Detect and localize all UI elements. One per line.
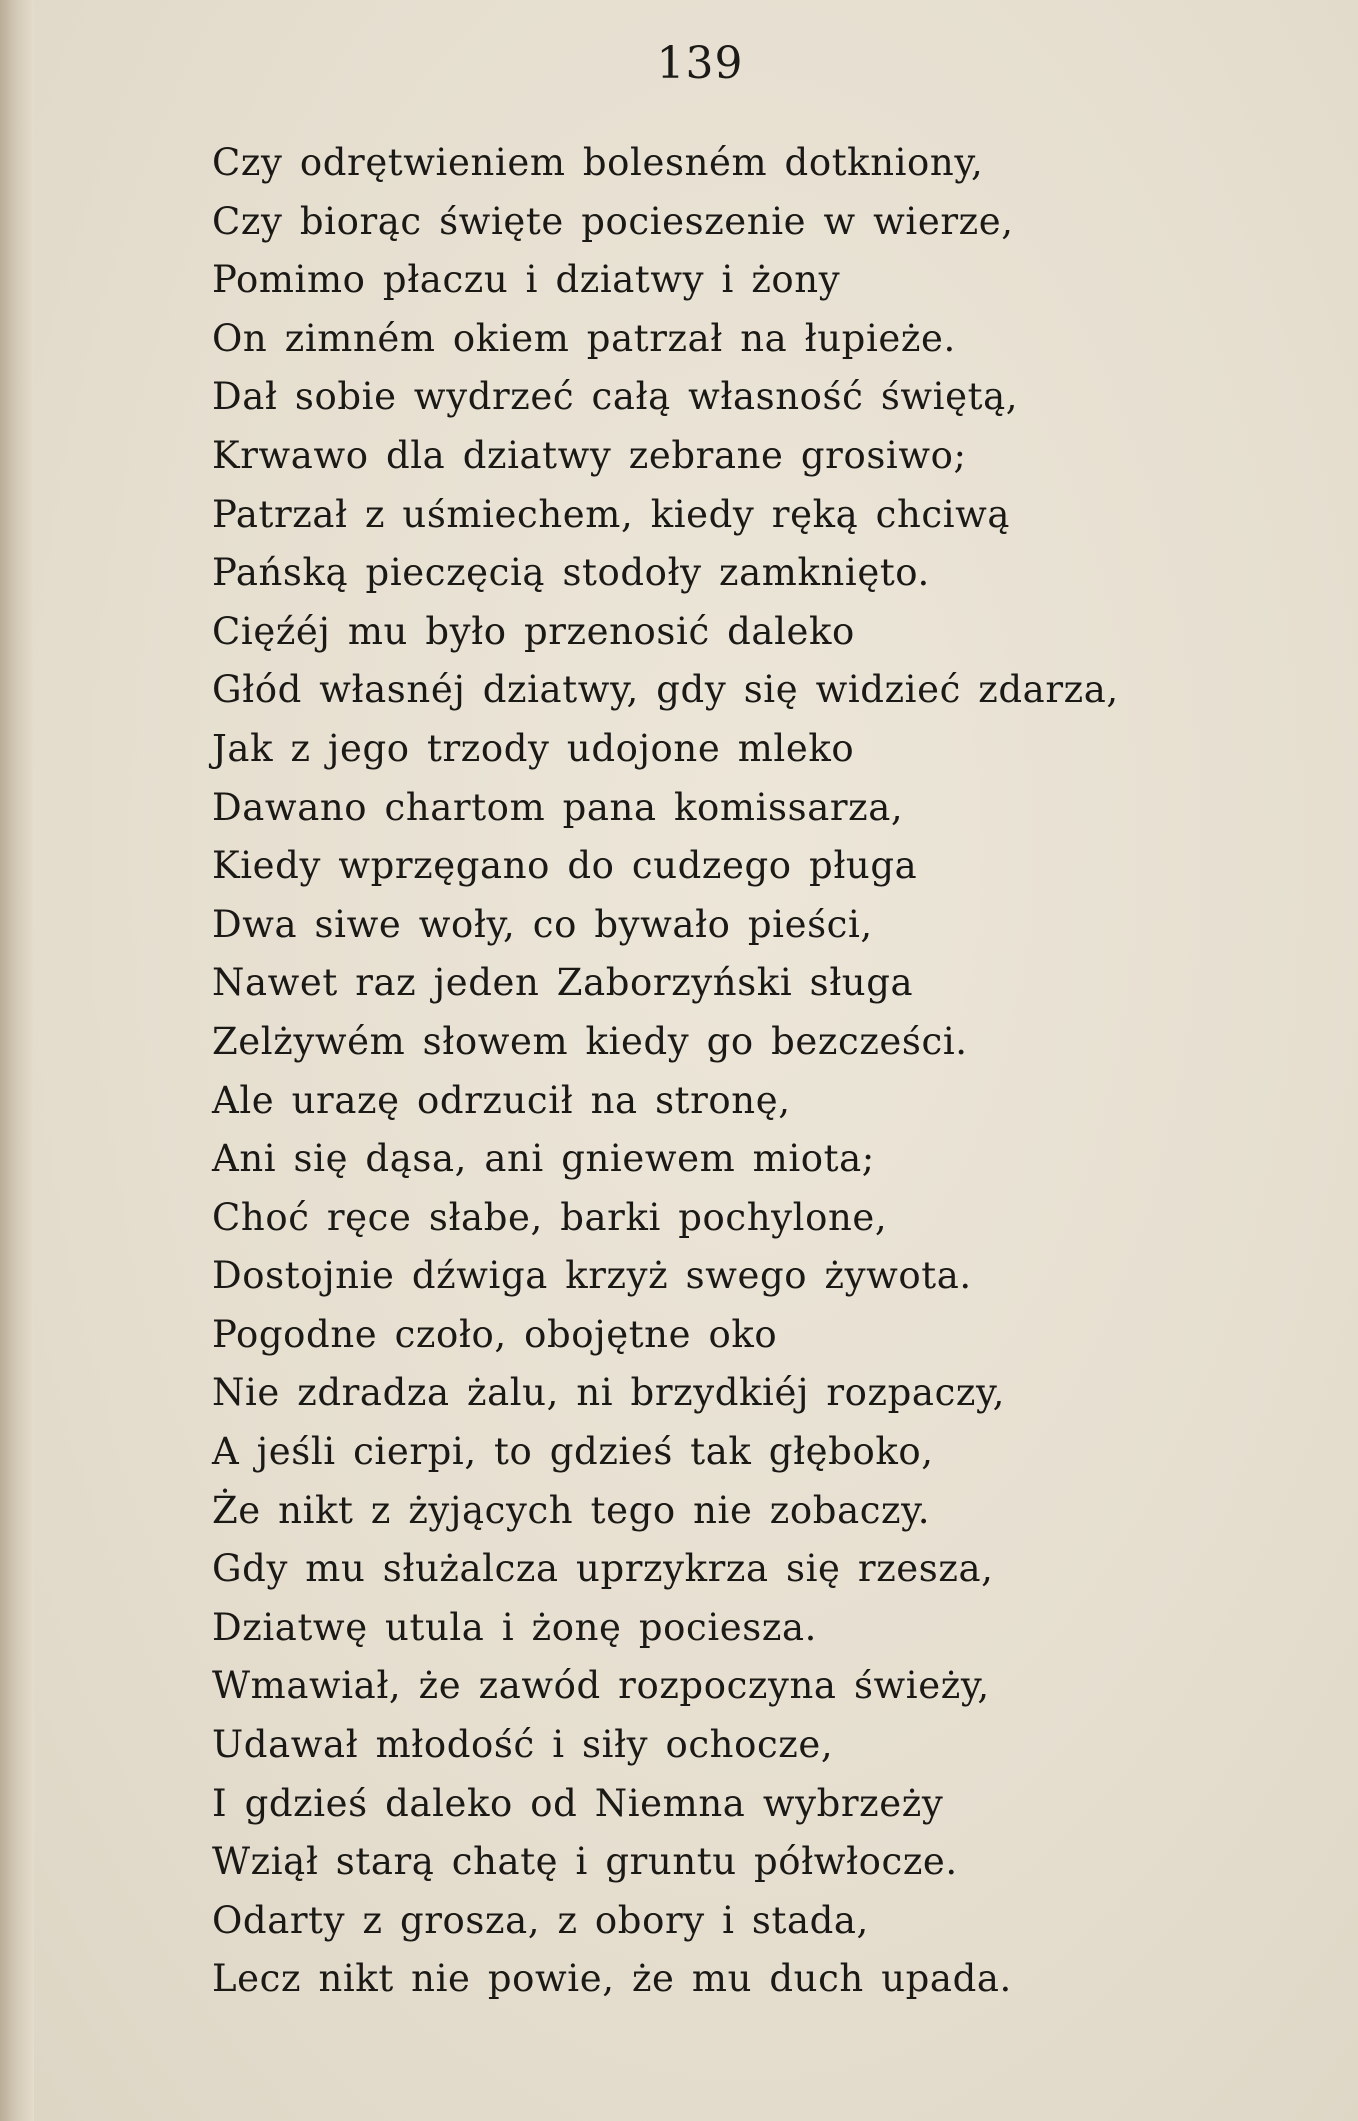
poem-line: Czy biorąc święte pocieszenie w wierze, bbox=[212, 199, 1014, 243]
poem-line: Choć ręce słabe, barki pochylone, bbox=[212, 1195, 888, 1239]
poem-line: I gdzieś daleko od Niemna wybrzeży bbox=[212, 1781, 944, 1825]
poem-line: Ale urazę odrzucił na stronę, bbox=[212, 1078, 791, 1122]
poem-line: Ani się dąsa, ani gniewem miota; bbox=[212, 1137, 875, 1181]
poem-line: A jeśli cierpi, to gdzieś tak głęboko, bbox=[212, 1430, 934, 1474]
poem-line: Pańską pieczęcią stodoły zamknięto. bbox=[212, 551, 930, 595]
page-gutter bbox=[0, 0, 34, 2121]
poem-line: Wziął starą chatę i gruntu półwłocze. bbox=[212, 1840, 958, 1884]
poem-line: Nie zdradza żalu, ni brzydkiéj rozpaczy, bbox=[212, 1371, 1005, 1415]
poem-line: Zelżywém słowem kiedy go bezcześci. bbox=[212, 1019, 968, 1063]
poem-line: Głód własnéj dziatwy, gdy się widzieć zdarza, bbox=[212, 668, 1119, 712]
poem-line: Cięźéj mu było przenosić daleko bbox=[212, 609, 855, 653]
poem-line: Jak z jego trzody udojone mleko bbox=[212, 726, 855, 770]
page-number: 139 bbox=[656, 38, 744, 89]
poem-line: Udawał młodość i siły ochocze, bbox=[212, 1723, 834, 1767]
poem-line: Krwawo dla dziatwy zebrane grosiwo; bbox=[212, 433, 967, 477]
poem-line: Lecz nikt nie powie, że mu duch upada. bbox=[212, 1957, 1012, 2001]
poem-line: Pomimo płaczu i dziatwy i żony bbox=[212, 258, 841, 302]
poem-line: Pogodne czoło, obojętne oko bbox=[212, 1312, 778, 1356]
poem-line: Dziatwę utula i żonę pociesza. bbox=[212, 1605, 817, 1649]
poem-line: Dawano chartom pana komissarza, bbox=[212, 785, 904, 829]
poem-line: Dostojnie dźwiga krzyż swego żywota. bbox=[212, 1254, 972, 1298]
poem-line: Nawet raz jeden Zaborzyński sługa bbox=[212, 961, 914, 1005]
poem-line: Gdy mu służalcza uprzykrza się rzesza, bbox=[212, 1547, 994, 1591]
poem-line: Odarty z grosza, z obory i stada, bbox=[212, 1898, 869, 1942]
poem-line: Dał sobie wydrzeć całą własność świętą, bbox=[212, 375, 1019, 419]
poem-line: On zimném okiem patrzał na łupieże. bbox=[212, 316, 956, 360]
poem-line: Patrzał z uśmiechem, kiedy ręką chciwą bbox=[212, 492, 1011, 536]
poem-line: Wmawiał, że zawód rozpoczyna świeży, bbox=[212, 1664, 990, 1708]
poem-line: Że nikt z żyjących tego nie zobaczy. bbox=[212, 1488, 931, 1532]
poem-line: Kiedy wprzęgano do cudzego pługa bbox=[212, 844, 918, 888]
poem-text bbox=[212, 134, 1332, 2009]
poem-line: Dwa siwe woły, co bywało pieści, bbox=[212, 902, 873, 946]
poem-line: Czy odrętwieniem bolesném dotkniony, bbox=[212, 141, 984, 184]
